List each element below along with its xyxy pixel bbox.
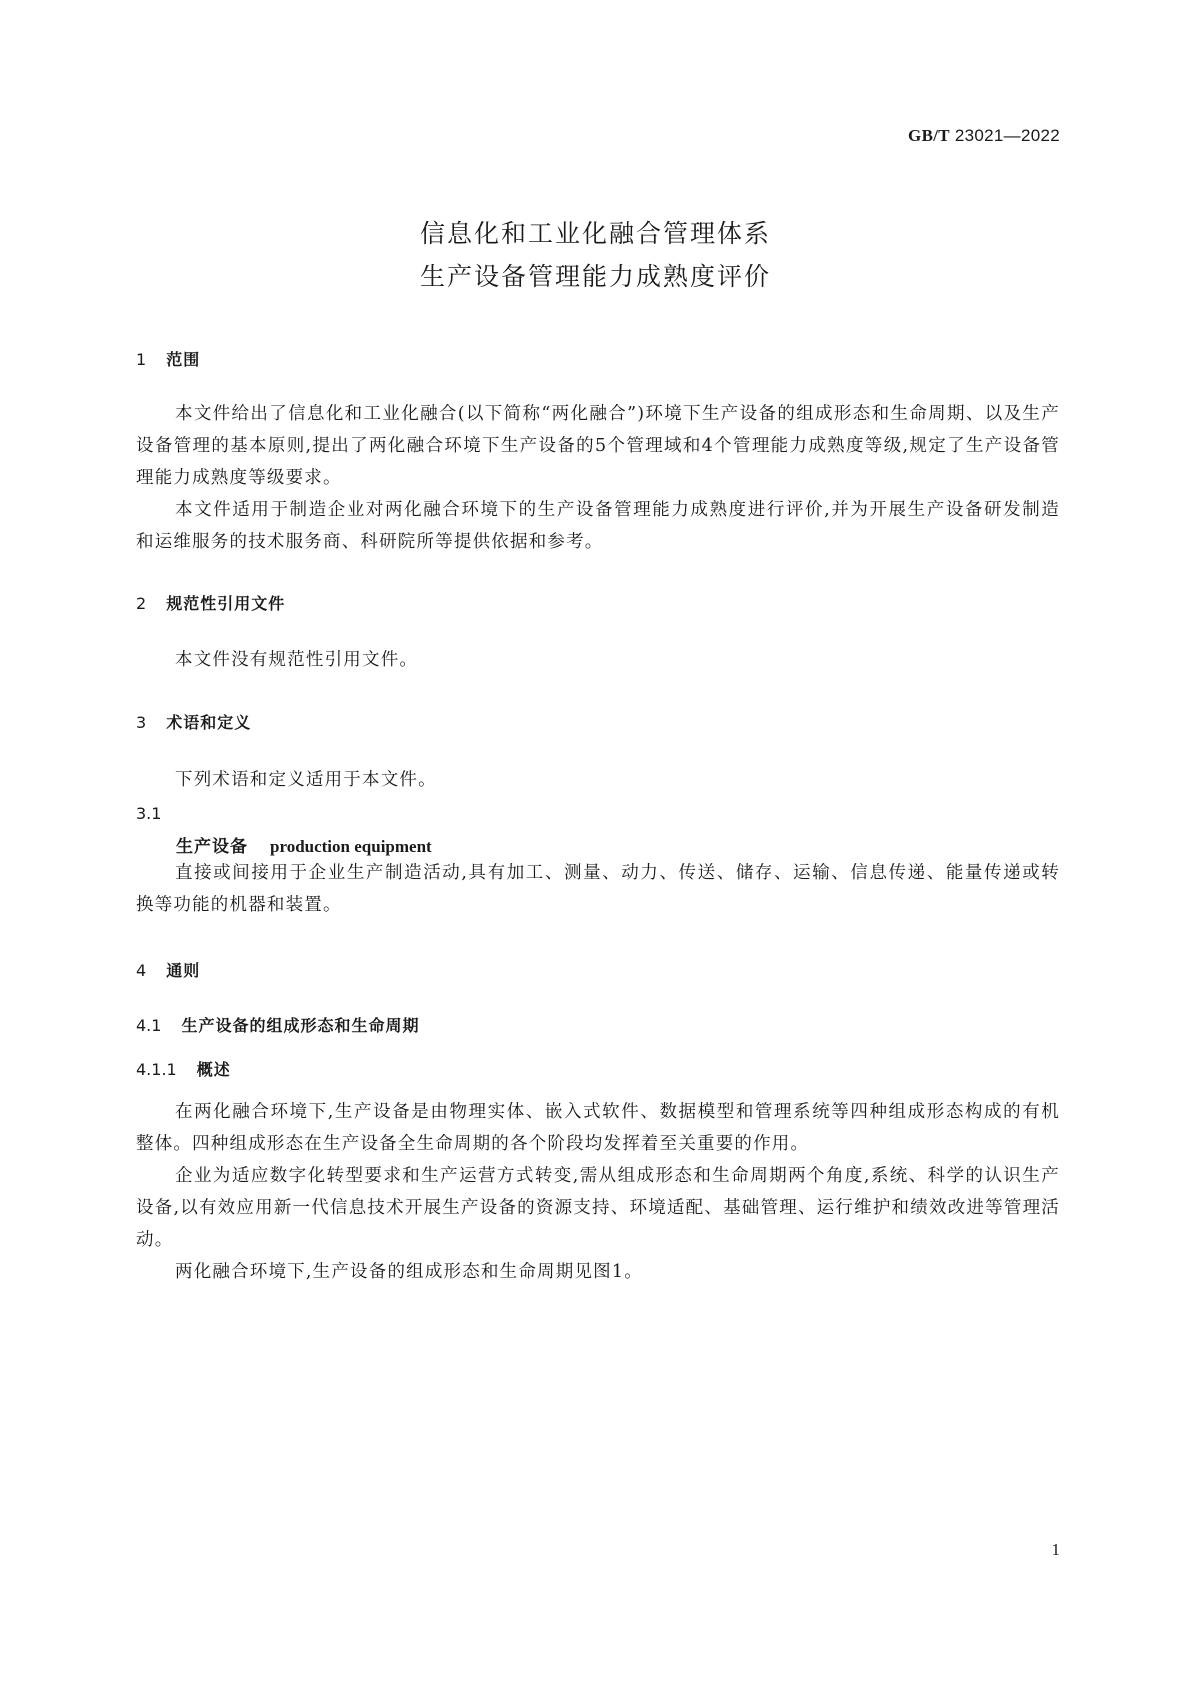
standard-prefix: GB/T [908, 126, 950, 145]
term-number: 3.1 [136, 804, 162, 823]
section-number: 3 [136, 713, 147, 732]
section-title: 生产设备的组成形态和生命周期 [181, 1016, 420, 1035]
section-number: 4.1.1 [136, 1060, 177, 1079]
section-title: 规范性引用文件 [166, 594, 286, 613]
section-number: 2 [136, 594, 147, 613]
term-english: production equipment [270, 837, 432, 856]
section-4-1-heading [136, 1013, 419, 1036]
section-3-heading [136, 710, 251, 733]
standard-code: 23021—2022 [954, 126, 1060, 145]
section-1-heading [136, 347, 200, 370]
section-title: 范围 [166, 350, 201, 369]
section-title: 通则 [166, 961, 201, 980]
scope-paragraph-1: 本文件给出了信息化和工业化融合(以下简称“两化融合”)环境下生产设备的组成形态和生命周期、以及生产设备管理的基本原则,提出了两化融合环境下生产设备的5个管理域和4个管理能力成熟度等级,规定了生产设备管理能力成熟度等级要求。 [136, 404, 1060, 488]
standard-number [870, 126, 1060, 146]
term-chinese: 生产设备 [176, 837, 248, 857]
term-definition: 直接或间接用于企业生产制造活动,具有加工、测量、动力、传送、储存、运输、信息传递、能量传递或转换等功能的机器和装置。 [136, 863, 1060, 915]
terms-intro-paragraph: 下列术语和定义适用于本文件。 [175, 770, 437, 790]
section-title: 概述 [196, 1060, 231, 1079]
section-number: 4.1 [136, 1016, 162, 1035]
overview-paragraph-2: 企业为适应数字化转型要求和生产运营方式转变,需从组成形态和生命周期两个角度,系统、科学的认识生产设备,以有效应用新一代信息技术开展生产设备的资源支持、环境适配、基础管理、运行维护和绩效改进等管理活动。 [136, 1166, 1060, 1250]
section-title: 术语和定义 [166, 713, 252, 732]
page-number: 1 [1051, 1540, 1060, 1559]
section-number: 4 [136, 961, 147, 980]
section-2-heading [136, 591, 285, 614]
section-4-heading [136, 958, 200, 981]
scope-paragraph-2: 本文件适用于制造企业对两化融合环境下的生产设备管理能力成熟度进行评价,并为开展生产设备研发制造和运维服务的技术服务商、科研院所等提供依据和参考。 [136, 500, 1060, 552]
normative-references-paragraph: 本文件没有规范性引用文件。 [175, 650, 419, 670]
section-number: 1 [136, 350, 147, 369]
document-title-line-2: 生产设备管理能力成熟度评价 [419, 262, 771, 291]
document-title-line-1: 信息化和工业化融合管理体系 [419, 219, 771, 248]
term-heading [176, 832, 432, 857]
overview-paragraph-3: 两化融合环境下,生产设备的组成形态和生命周期见图1。 [175, 1262, 643, 1282]
overview-paragraph-1: 在两化融合环境下,生产设备是由物理实体、嵌入式软件、数据模型和管理系统等四种组成形态构成的有机整体。四种组成形态在生产设备全生命周期的各个阶段均发挥着至关重要的作用。 [136, 1102, 1060, 1154]
section-4-1-1-heading [136, 1057, 231, 1080]
